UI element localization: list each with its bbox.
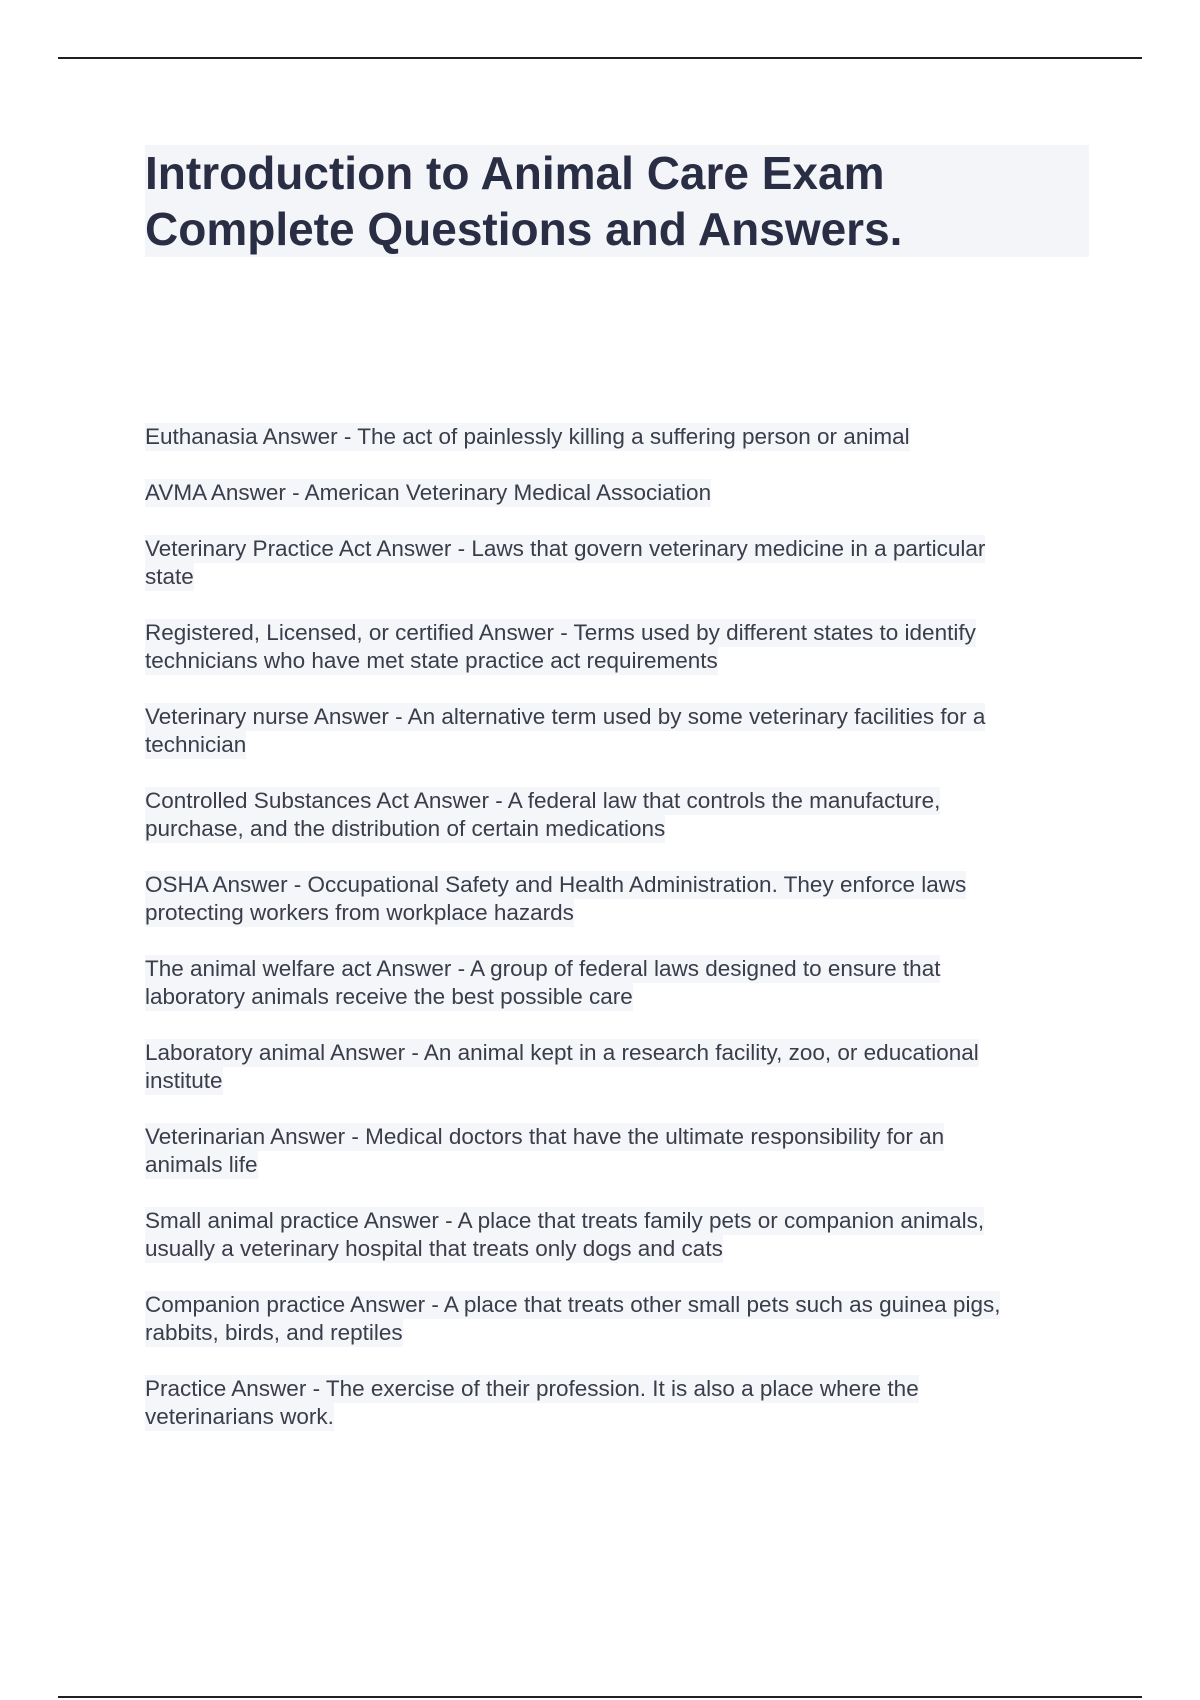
qa-line: Practice Answer - The exercise of their profession. It is also a place where the — [145, 1376, 919, 1401]
qa-item-animal-welfare-act — [145, 955, 1095, 1011]
qa-line: animals life — [145, 1152, 258, 1177]
qa-item-veterinarian — [145, 1123, 1095, 1179]
qa-line: purchase, and the distribution of certain medications — [145, 816, 666, 841]
qa-line: Veterinarian Answer - Medical doctors that have the ultimate responsibility for an — [145, 1124, 945, 1149]
bottom-divider — [58, 1696, 1142, 1698]
qa-item-avma — [145, 479, 1095, 507]
qa-line: Veterinary nurse Answer - An alternative term used by some veterinary facilities for a — [145, 704, 986, 729]
qa-item-companion-practice — [145, 1291, 1095, 1347]
qa-item-registered-licensed-certified — [145, 619, 1095, 675]
qa-line: laboratory animals receive the best possible care — [145, 984, 633, 1009]
qa-line: state — [145, 564, 194, 589]
qa-line: usually a veterinary hospital that treats only dogs and cats — [145, 1236, 723, 1261]
qa-line: institute — [145, 1068, 223, 1093]
page-title — [145, 145, 1089, 257]
qa-item-laboratory-animal — [145, 1039, 1095, 1095]
qa-item-osha — [145, 871, 1095, 927]
qa-line: Veterinary Practice Act Answer - Laws that govern veterinary medicine in a particular — [145, 536, 986, 561]
title-line-1: Introduction to Animal Care Exam — [145, 147, 885, 199]
qa-item-euthanasia — [145, 423, 1095, 451]
qa-list — [145, 423, 1095, 1459]
qa-line: rabbits, birds, and reptiles — [145, 1320, 403, 1345]
qa-line: Registered, Licensed, or certified Answer - Terms used by different states to identify — [145, 620, 976, 645]
qa-line: Small animal practice Answer - A place that treats family pets or companion animals, — [145, 1208, 985, 1233]
qa-line: technicians who have met state practice act requirements — [145, 648, 718, 673]
qa-line: The animal welfare act Answer - A group of federal laws designed to ensure that — [145, 956, 941, 981]
qa-line: technician — [145, 732, 247, 757]
qa-item-veterinary-practice-act — [145, 535, 1095, 591]
qa-line: Companion practice Answer - A place that treats other small pets such as guinea pigs, — [145, 1292, 1001, 1317]
qa-line: protecting workers from workplace hazards — [145, 900, 574, 925]
qa-line: veterinarians work. — [145, 1404, 334, 1429]
qa-item-controlled-substances-act — [145, 787, 1095, 843]
qa-item-veterinary-nurse — [145, 703, 1095, 759]
top-divider — [58, 57, 1142, 59]
qa-item-practice — [145, 1375, 1095, 1431]
qa-line: Laboratory animal Answer - An animal kept in a research facility, zoo, or educational — [145, 1040, 979, 1065]
qa-line: Controlled Substances Act Answer - A federal law that controls the manufacture, — [145, 788, 941, 813]
qa-item-small-animal-practice — [145, 1207, 1095, 1263]
qa-line: AVMA Answer - American Veterinary Medical Association — [145, 480, 712, 505]
title-line-2: Complete Questions and Answers. — [145, 203, 903, 255]
qa-line: OSHA Answer - Occupational Safety and Health Administration. They enforce laws — [145, 872, 967, 897]
qa-line: Euthanasia Answer - The act of painlessly killing a suffering person or animal — [145, 424, 910, 449]
